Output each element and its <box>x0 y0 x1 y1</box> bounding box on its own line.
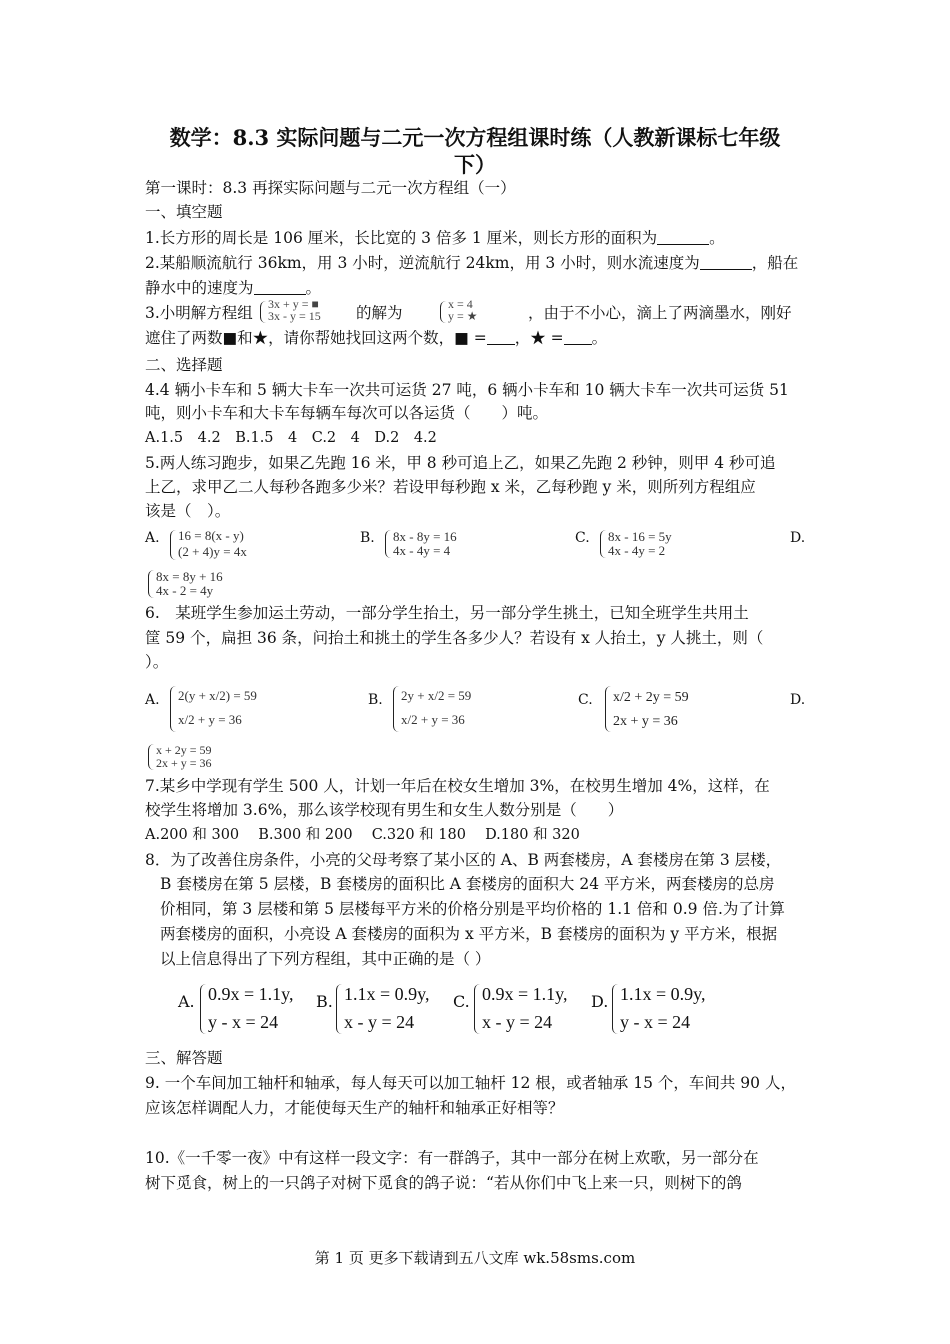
brace <box>600 530 607 558</box>
q8-b-eq2: x - y = 24 <box>344 1012 415 1032</box>
brace <box>260 301 267 323</box>
question-2-line2-end: 。 <box>305 279 322 297</box>
question-8-line4: 两套楼房的面积，小亮设 A 套楼房的面积为 x 平方米，B 套楼房的面积为 y 平方米，根据 <box>160 925 778 943</box>
q8-d-eq1: 1.1x = 0.9y, <box>620 984 706 1004</box>
option-d-label: D. <box>790 692 806 708</box>
page-footer: 第 1 页 更多下载请到五八文库 wk.58sms.com <box>314 1249 636 1267</box>
question-9-line1: 9. 一个车间加工轴杆和轴承，每人每天可以加工轴杆 12 根，或者轴承 15 个，车间共 90 人， <box>145 1074 796 1092</box>
q5-c-eq1: 8x - 16 = 5y <box>608 529 672 544</box>
question-2-line1 <box>145 253 798 273</box>
q6-b-eq2: x/2 + y = 36 <box>401 712 465 727</box>
question-7-options: A.200 和 300 B.300 和 200 C.320 和 180 D.180 和 320 <box>145 827 580 843</box>
question-5-line1: 5.两人练习跑步，如果乙先跑 16 米，甲 8 秒可追上乙，如果乙先跑 2 秒钟，则甲 4 秒可追 <box>145 454 776 472</box>
q5-a-eq1: 16 = 8(x - y) <box>178 528 244 543</box>
brace <box>148 570 155 598</box>
section-answer: 三、解答题 <box>145 1049 223 1067</box>
solution-x: x = 4 <box>448 297 473 311</box>
option-d-label: D. <box>790 530 806 546</box>
q5-c-eq2: 4x - 4y = 2 <box>608 543 666 558</box>
q6-a-eq2: x/2 + y = 36 <box>178 712 242 727</box>
brace <box>605 686 612 732</box>
question-2-line2 <box>145 278 321 298</box>
question-6-line1: 6. 某班学生参加运土劳动，一部分学生抬土，另一部分学生挑土，已知全班学生共用土 <box>145 604 749 622</box>
q5-a-eq2: (2 + 4)y = 4x <box>178 544 247 559</box>
brace <box>440 301 447 323</box>
question-6-line2: 筐 59 个，扁担 36 条，问抬土和挑土的学生各多少人？若设有 x 人抬土，y 人挑土，则（ <box>145 629 764 647</box>
question-7-line2: 校学生将增加 3.6%，那么该学校现有男生和女生人数分别是（ ） <box>145 801 624 819</box>
option-b-label: B. <box>316 992 333 1011</box>
q8-a-eq1: 0.9x = 1.1y, <box>208 984 294 1004</box>
question-6-line3: ）。 <box>145 653 169 671</box>
question-3-mid: 的解为 <box>356 304 403 322</box>
answer-blank <box>487 328 515 345</box>
q8-d-eq2: y - x = 24 <box>620 1012 691 1032</box>
brace <box>170 686 177 732</box>
system-equation-2: 3x - y = 15 <box>268 309 321 323</box>
brace <box>393 686 400 732</box>
q5-b-eq2: 4x - 4y = 4 <box>393 543 451 558</box>
solution-y: y = ★ <box>448 309 478 323</box>
q6-b-eq1: 2y + x/2 = 59 <box>401 688 472 703</box>
q5-d-eq2: 4x - 2 = 4y <box>156 583 214 598</box>
section-fill-blank: 一、填空题 <box>145 203 223 221</box>
question-2-text: 2.某船顺流航行 36km，用 3 小时，逆流航行 24km，用 3 小时，则水流速度为 <box>145 254 700 272</box>
answer-blank <box>254 278 306 295</box>
question-8-line5: 以上信息得出了下列方程组，其中正确的是（ ） <box>160 950 491 968</box>
option-a-label: A. <box>145 692 160 708</box>
brace <box>336 984 344 1034</box>
q8-a-eq2: y - x = 24 <box>208 1012 279 1032</box>
option-b-label: B. <box>360 530 375 546</box>
question-7-line1: 7.某乡中学现有学生 500 人，计划一年后在校女生增加 3%，在校男生增加 4%，这样，在 <box>145 777 770 795</box>
question-4-line2: 吨，则小卡车和大卡车每辆车每次可以各运货（ ）吨。 <box>145 404 549 422</box>
question-3-line2-a: 遮住了两数■和★，请你帮她找回这两个数，■ = <box>145 329 487 347</box>
question-3-line2-c: 。 <box>591 329 608 347</box>
question-10-line2: 树下觅食，树上的一只鸽子对树下觅食的鸽子说：“若从你们中飞上来一只，则树下的鸽 <box>145 1174 742 1192</box>
question-3-line2-b: ，★ = <box>514 329 564 347</box>
option-b-label: B. <box>368 692 383 708</box>
brace <box>385 530 392 558</box>
answer-blank <box>564 328 592 345</box>
section-choice: 二、选择题 <box>145 356 223 374</box>
question-10-line1: 10.《一千零一夜》中有这样一段文字：有一群鸽子，其中一部分在树上欢歌，另一部分在 <box>145 1149 759 1167</box>
question-4-options: A.1.5 4.2 B.1.5 4 C.2 4 D.2 4.2 <box>145 430 437 446</box>
lesson-subtitle: 第一课时：8.3 再探实际问题与二元一次方程组（一） <box>145 179 516 197</box>
page-title-line1: 数学：8.3 实际问题与二元一次方程组课时练（人教新课标七年级 <box>169 125 781 150</box>
question-4-line1: 4.4 辆小卡车和 5 辆大卡车一次共可运货 27 吨，6 辆小卡车和 10 辆大卡车一次共可运货 51 <box>145 381 789 399</box>
question-3-line2 <box>145 328 607 348</box>
option-d-label: D. <box>591 992 609 1011</box>
question-1-end: 。 <box>709 229 725 247</box>
brace <box>474 984 482 1034</box>
question-8-line2: B 套楼房在第 5 层楼，B 套楼房的面积比 A 套楼房的面积大 24 平方米，两套楼房的总房 <box>160 875 775 893</box>
option-a-label: A. <box>145 530 160 546</box>
system-equation-1: 3x + y = ■ <box>268 297 319 311</box>
question-8-line1: 8．为了改善住房条件，小亮的父母考察了某小区的 A、B 两套楼房，A 套楼房在第 3 层楼， <box>145 851 782 869</box>
option-c-label: C. <box>578 692 593 708</box>
q6-c-eq2: 2x + y = 36 <box>613 714 678 729</box>
q5-d-eq1: 8x = 8y + 16 <box>156 569 223 584</box>
question-1-text: 1.长方形的周长是 106 厘米，长比宽的 3 倍多 1 厘米，则长方形的面积为 <box>145 229 658 247</box>
brace <box>170 530 177 560</box>
option-c-label: C. <box>453 992 470 1011</box>
question-2-text-end: ，船在 <box>751 254 799 272</box>
q8-c-eq1: 0.9x = 1.1y, <box>482 984 568 1004</box>
q5-b-eq1: 8x - 8y = 16 <box>393 529 457 544</box>
brace <box>200 984 208 1034</box>
q6-d-eq2: 2x + y = 36 <box>156 756 212 770</box>
answer-blank <box>657 228 709 245</box>
answer-blank <box>700 253 752 270</box>
question-8-line3: 价相同，第 3 层楼和第 5 层楼每平方米的价格分别是平均价格的 1.1 倍和 0.9 倍.为了计算 <box>160 900 785 918</box>
question-1 <box>145 228 725 248</box>
option-a-label: A. <box>178 992 195 1011</box>
brace <box>148 744 155 770</box>
q6-a-eq1: 2(y + x/2) = 59 <box>178 688 257 703</box>
question-5-line2: 上乙，求甲乙二人每秒各跑多少米？若设甲每秒跑 x 米，乙每秒跑 y 米，则所列方程组应 <box>145 478 756 496</box>
question-5-line3: 该是（ ）。 <box>145 502 231 520</box>
question-3-pre: 3.小明解方程组 <box>145 304 253 322</box>
brace <box>612 984 620 1034</box>
question-3-post: ，由于不小心，滴上了两滴墨水，刚好 <box>528 304 792 322</box>
q6-c-eq1: x/2 + 2y = 59 <box>613 690 689 705</box>
option-c-label: C. <box>575 530 590 546</box>
q6-d-eq1: x + 2y = 59 <box>156 743 212 757</box>
question-2-line2-text: 静水中的速度为 <box>145 279 254 297</box>
q8-c-eq2: x - y = 24 <box>482 1012 553 1032</box>
q8-b-eq1: 1.1x = 0.9y, <box>344 984 430 1004</box>
question-9-line2: 应该怎样调配人力，才能使每天生产的轴杆和轴承正好相等？ <box>145 1099 564 1117</box>
page-title-line2: 下） <box>454 152 496 177</box>
